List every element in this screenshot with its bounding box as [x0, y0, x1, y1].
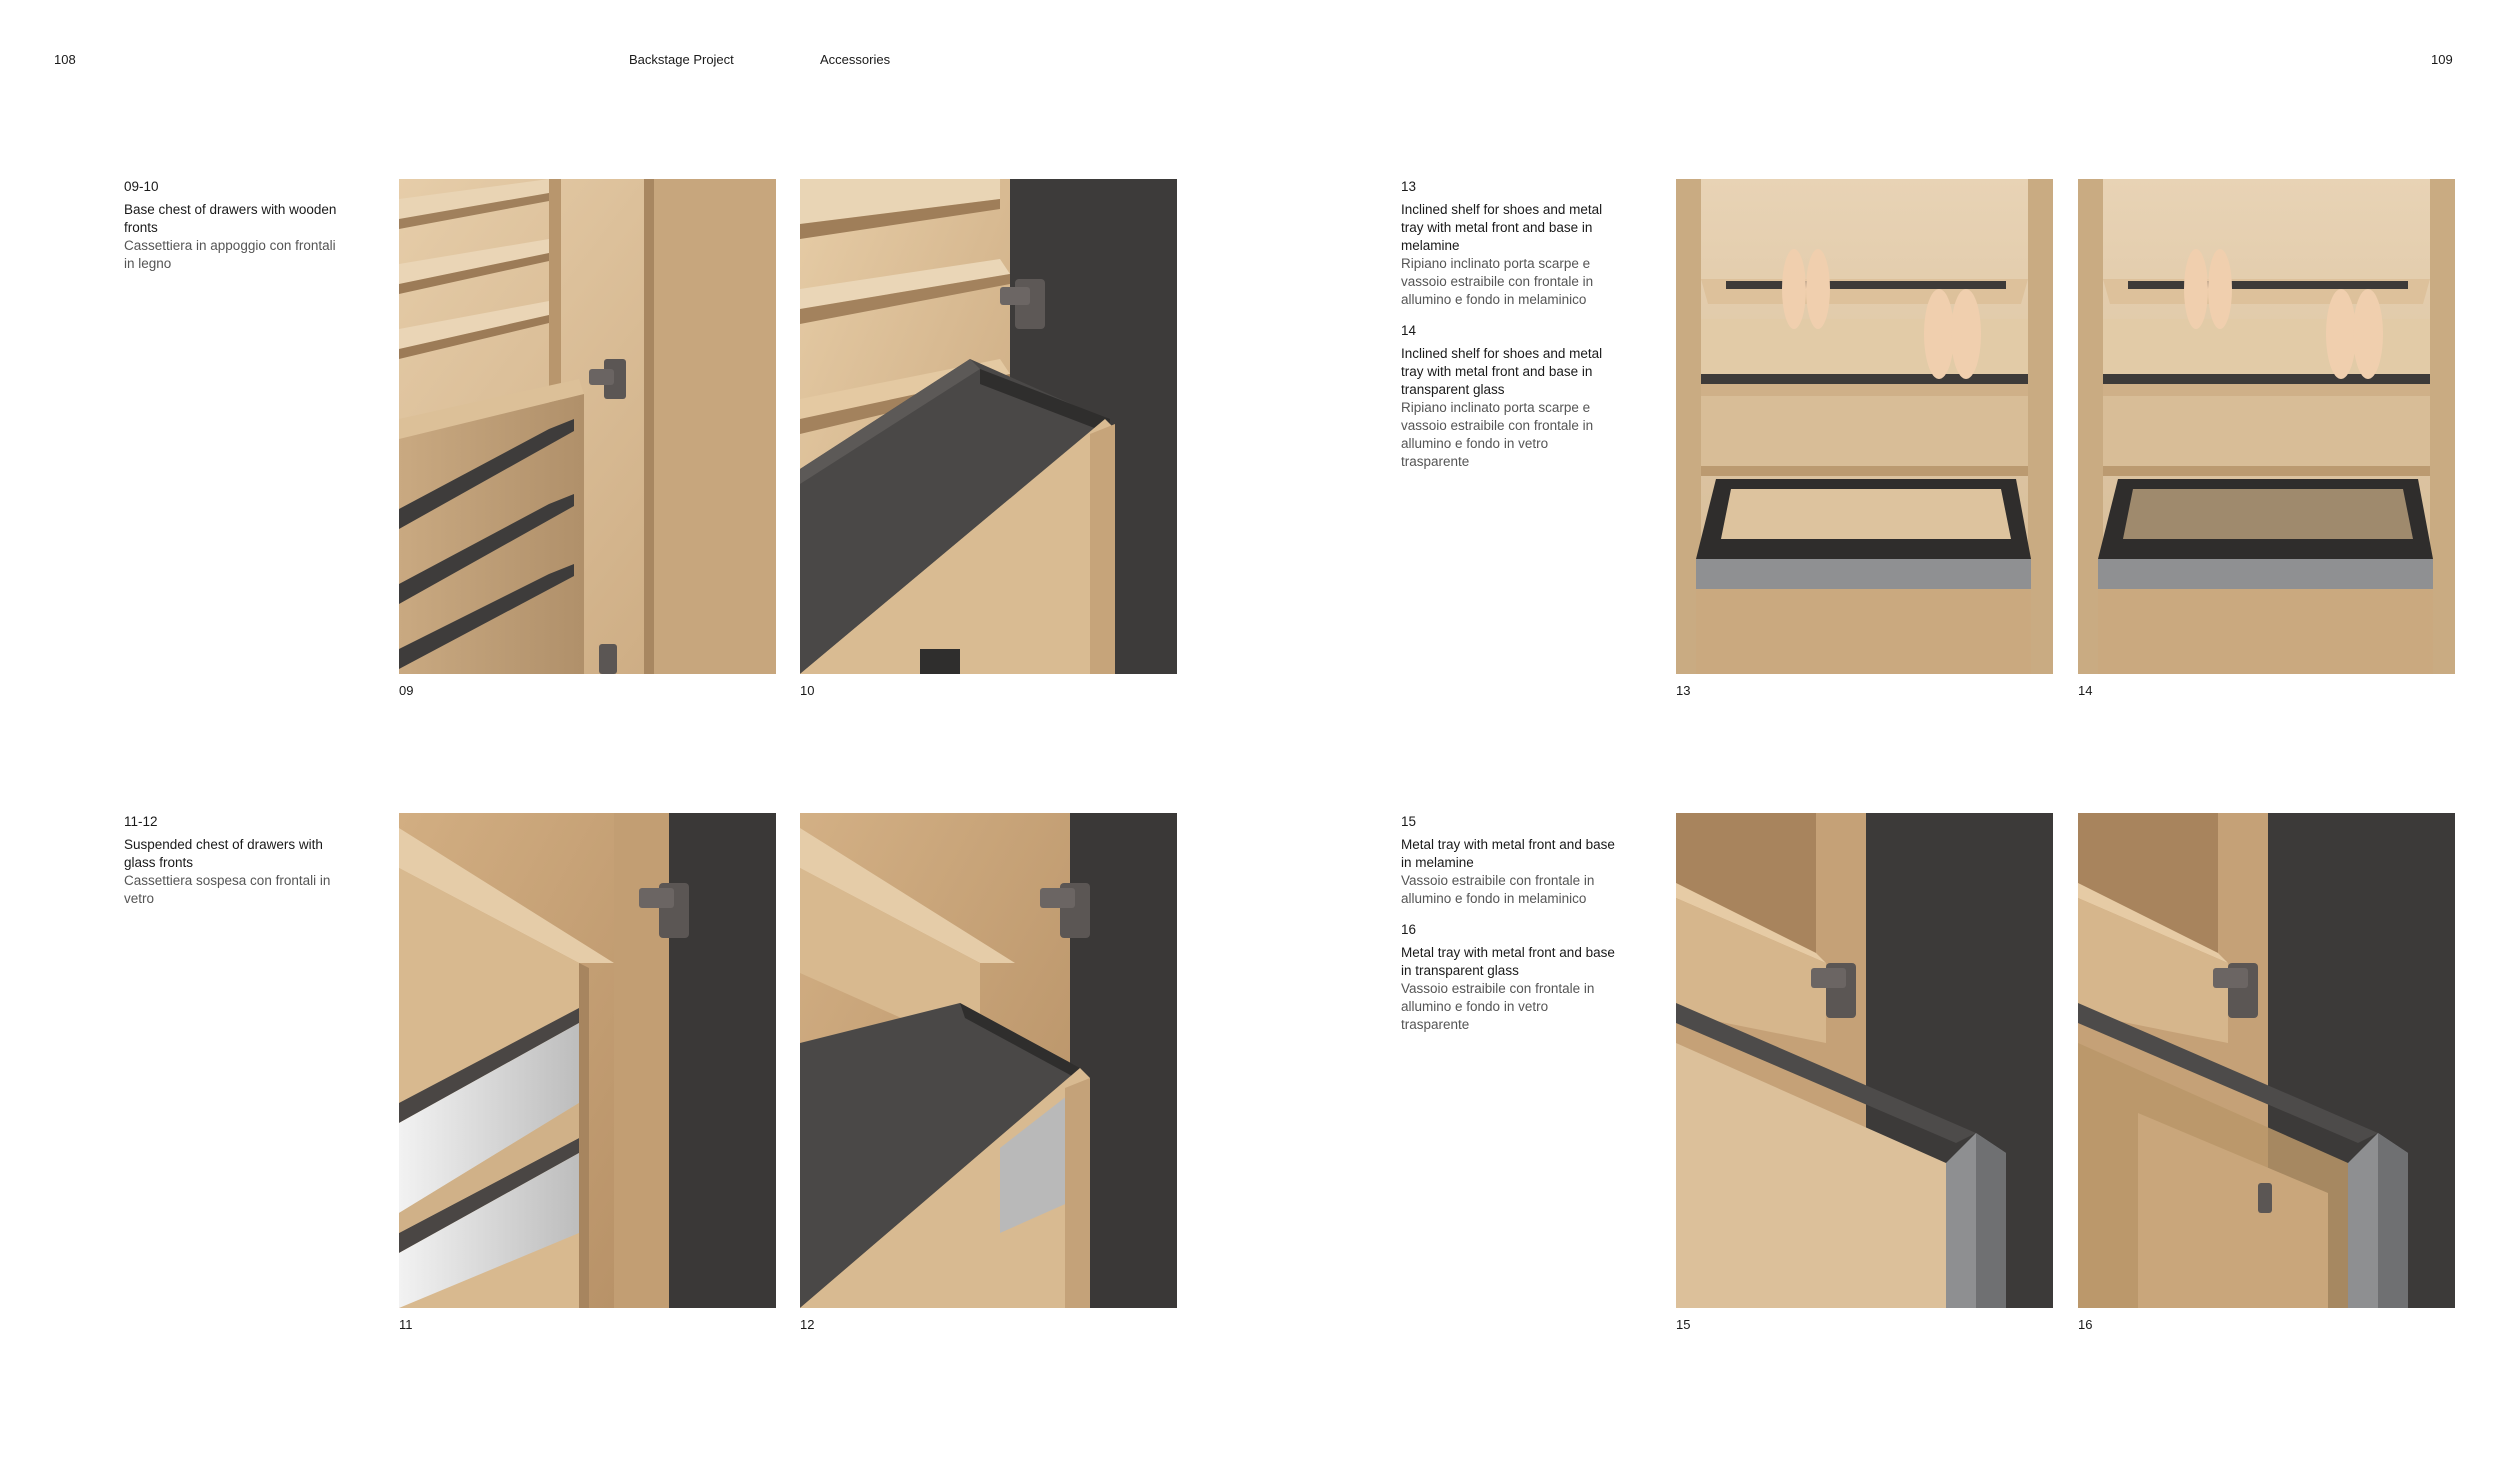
caption-09: 09: [399, 683, 414, 698]
description-it: Cassettiera sospesa con frontali in vetro: [124, 873, 331, 906]
photo-11: [399, 813, 776, 1308]
description-en: Inclined shelf for shoes and metal tray with metal front and base in melamine: [1401, 202, 1603, 253]
photo-14: [2078, 179, 2455, 674]
description-en: Metal tray with metal front and base in melamine: [1401, 837, 1615, 870]
description-11-12: [124, 813, 349, 921]
section-title: Accessories: [820, 52, 891, 67]
series-title: Backstage Project: [629, 52, 734, 67]
description-en: Suspended chest of drawers with glass fronts: [124, 837, 323, 870]
caption-16: 16: [2078, 1317, 2093, 1332]
description-it: Ripiano inclinato porta scarpe e vassoio estraibile con frontale in allumino e fondo in melaminico: [1401, 256, 1594, 307]
photo-10: [800, 179, 1177, 674]
description-09-10: [124, 178, 349, 286]
item-number: 14: [1401, 323, 1417, 338]
photo-15: [1676, 813, 2053, 1308]
photo-09: [399, 179, 776, 674]
item-number: 13: [1401, 179, 1417, 194]
caption-15: 15: [1676, 1317, 1691, 1332]
caption-14: 14: [2078, 683, 2093, 698]
photo-16: [2078, 813, 2455, 1308]
item-number: 16: [1401, 922, 1417, 937]
description-it: Ripiano inclinato porta scarpe e vassoio estraibile con frontale in allumino e fondo in vetro trasparente: [1401, 400, 1594, 469]
item-number: 09-10: [124, 179, 159, 194]
caption-13: 13: [1676, 683, 1691, 698]
description-it: Cassettiera in appoggio con frontali in legno: [124, 238, 336, 271]
page-number-left: 108: [54, 52, 76, 67]
description-it: Vassoio estraibile con frontale in allumino e fondo in melaminico: [1401, 873, 1595, 906]
item-number: 11-12: [124, 814, 158, 829]
description-en: Base chest of drawers with wooden fronts: [124, 202, 337, 235]
description-en: Inclined shelf for shoes and metal tray with metal front and base in transparent glass: [1401, 346, 1603, 397]
page-number-right: 109: [2431, 52, 2453, 67]
photo-13: [1676, 179, 2053, 674]
caption-10: 10: [800, 683, 815, 698]
caption-12: 12: [800, 1317, 815, 1332]
description-it: Vassoio estraibile con frontale in allumino e fondo in vetro trasparente: [1401, 981, 1595, 1032]
description-13-14: [1401, 178, 1616, 484]
photo-12: [800, 813, 1177, 1308]
caption-11: 11: [399, 1317, 413, 1332]
description-en: Metal tray with metal front and base in transparent glass: [1401, 945, 1615, 978]
item-number: 15: [1401, 814, 1417, 829]
description-15-16: [1401, 813, 1616, 1047]
